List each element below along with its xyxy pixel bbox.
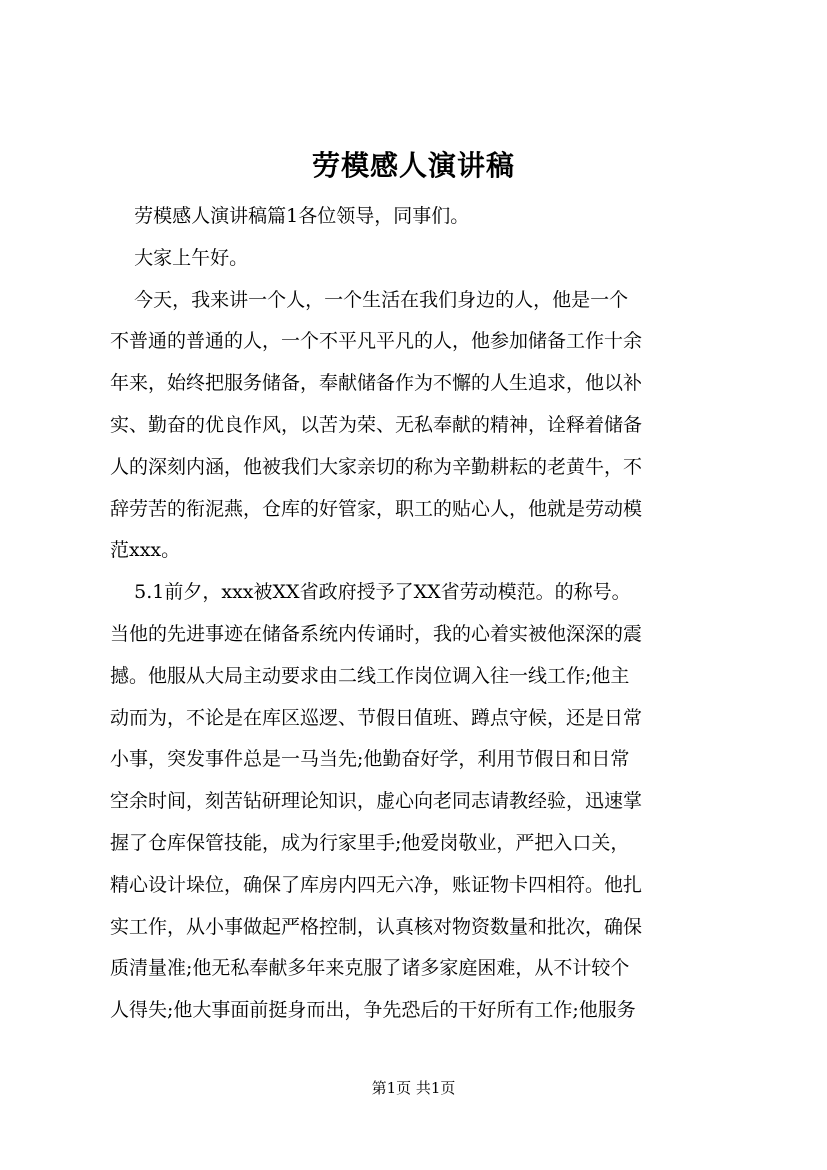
body-line: 人的深刻内涵，他被我们大家亲切的称为辛勤耕耘的老黄牛，不 <box>110 455 643 478</box>
body-line: 撼。他服从大局主动要求由二线工作岗位调入往一线工作;他主 <box>110 664 630 687</box>
body-line: 范xxx。 <box>110 539 181 562</box>
body-line: 不普通的普通的人，一个不平凡平凡的人，他参加储备工作十余 <box>110 330 643 353</box>
body-line: 实工作，从小事做起严格控制，认真核对物资数量和批次，确保 <box>110 915 643 938</box>
body-line: 实、勤奋的优良作风，以苦为荣、无私奉献的精神，诠释着储备 <box>110 413 643 436</box>
body-line: 精心设计垛位，确保了库房内四无六净，账证物卡四相符。他扎 <box>110 873 643 896</box>
body-line: 劳模感人演讲稿篇1各位领导，同事们。 <box>110 205 470 227</box>
body-line: 当他的先进事迹在储备系统内传诵时，我的心着实被他深深的震 <box>110 622 643 645</box>
body-line: 空余时间，刻苦钻研理论知识，虚心向老同志请教经验，迅速掌 <box>110 790 643 813</box>
body-line: 大家上午好。 <box>110 246 249 269</box>
body-line: 5.1前夕，xxx被XX省政府授予了XX省劳动模范。的称号。 <box>110 581 631 604</box>
body-line: 今天，我来讲一个人，一个生活在我们身边的人，他是一个 <box>110 288 629 311</box>
body-line: 年来，始终把服务储备，奉献储备作为不懈的人生追求，他以补 <box>110 372 643 395</box>
body-line: 小事，突发事件总是一马当先;他勤奋好学，利用节假日和日常 <box>110 748 630 771</box>
document-body <box>110 196 740 1032</box>
body-line: 质清量准;他无私奉献多年来克服了诸多家庭困难，从不计较个 <box>110 957 630 980</box>
page-number-footer: 第1页 共1页 <box>371 1079 456 1097</box>
body-line: 辞劳苦的衔泥燕，仓库的好管家，职工的贴心人，他就是劳动模 <box>110 497 643 520</box>
body-line: 握了仓库保管技能，成为行家里手;他爱岗敬业，严把入口关， <box>110 831 630 854</box>
body-line: 人得失;他大事面前挺身而出，争先恐后的干好所有工作;他服务 <box>110 999 636 1022</box>
document-title: 劳模感人演讲稿 <box>311 149 515 182</box>
body-line: 动而为，不论是在库区巡逻、节假日值班、蹲点守候，还是日常 <box>110 706 643 729</box>
